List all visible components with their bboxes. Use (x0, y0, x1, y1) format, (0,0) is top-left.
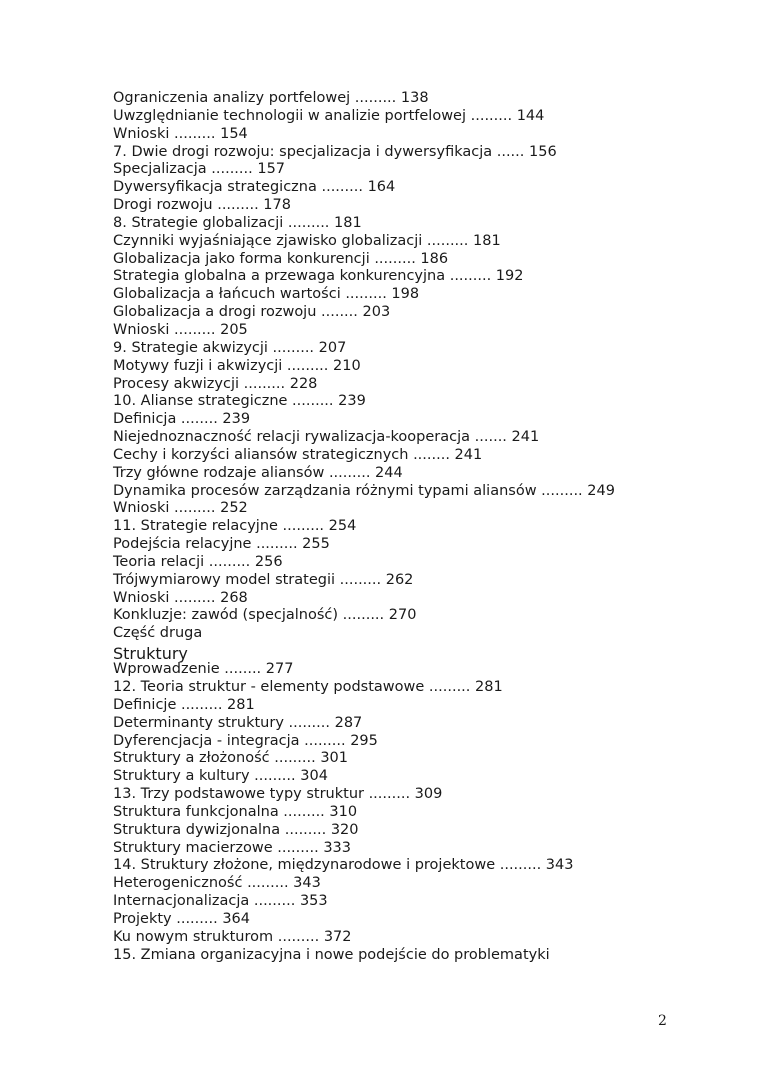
toc-entry: Internacjonalizacja ......... 353 (113, 893, 328, 910)
toc-entry: Trójwymiarowy model strategii ......... 262 (113, 571, 414, 588)
toc-entry: Konkluzje: zawód (specjalność) ......... 270 (113, 607, 417, 624)
toc-entry: 7. Dwie drogi rozwoju: specjalizacja i dywersyfikacja ...... 156 (113, 143, 557, 160)
page-number: 2 (658, 1013, 667, 1029)
toc-entry: Ograniczenia analizy portfelowej ......... 138 (113, 90, 429, 106)
toc-entry: 11. Strategie relacyjne ......... 254 (113, 518, 357, 535)
toc-entry: Motywy fuzji i akwizycji ......... 210 (113, 357, 361, 374)
toc-entry: Wnioski ......... 268 (113, 589, 248, 606)
toc-entry: Uwzględnianie technologii w analizie portfelowej ......... 144 (113, 107, 545, 124)
toc-entry: Struktury macierzowe ......... 333 (113, 839, 351, 856)
toc-entry: Struktura funkcjonalna ......... 310 (113, 803, 358, 820)
toc-entry: Dynamika procesów zarządzania różnymi typami aliansów ......... 249 (113, 482, 615, 499)
toc-entry: Wnioski ......... 154 (113, 125, 248, 142)
toc-entry: Procesy akwizycji ......... 228 (113, 375, 318, 392)
toc-entry: Struktury a kultury ......... 304 (113, 768, 328, 785)
toc-entry: Wnioski ......... 252 (113, 500, 248, 517)
toc-entry: Trzy główne rodzaje aliansów ......... 244 (113, 464, 403, 481)
toc-entry: 9. Strategie akwizycji ......... 207 (113, 339, 347, 356)
toc-entry: Globalizacja a łańcuch wartości ......... 198 (113, 286, 420, 303)
toc-entry: Projekty ......... 364 (113, 910, 250, 927)
toc-entry: Globalizacja a drogi rozwoju ........ 203 (113, 304, 391, 321)
toc-entry: Determinanty struktury ......... 287 (113, 714, 363, 731)
toc-entry: Struktury a złożoność ......... 301 (113, 750, 349, 767)
toc-entry: Niejednoznaczność relacji rywalizacja-kooperacja ....... 241 (113, 429, 540, 446)
toc-entry: Drogi rozwoju ......... 178 (113, 197, 291, 214)
section-heading: Struktury (113, 644, 188, 664)
toc-entry: Ku nowym strukturom ......... 372 (113, 928, 352, 945)
table-of-contents (113, 90, 713, 965)
toc-entry: Dyferencjacja - integracja ......... 295 (113, 732, 378, 749)
toc-entry: 8. Strategie globalizacji ......... 181 (113, 214, 362, 231)
part-label: Część druga (113, 625, 203, 642)
toc-entry: Globalizacja jako forma konkurencji ......... 186 (113, 250, 449, 267)
toc-entry: Strategia globalna a przewaga konkurencyjna ......... 192 (113, 268, 524, 285)
toc-entry: Czynniki wyjaśniające zjawisko globalizacji ......... 181 (113, 232, 501, 249)
toc-entry: Wprowadzenie ........ 277 (113, 661, 294, 678)
toc-entry: Cechy i korzyści aliansów strategicznych ........ 241 (113, 446, 483, 463)
toc-entry: Heterogeniczność ......... 343 (113, 875, 321, 892)
toc-entry: 14. Struktury złożone, międzynarodowe i projektowe ......... 343 (113, 857, 574, 874)
toc-entry: Definicje ......... 281 (113, 696, 255, 713)
toc-entry: 13. Trzy podstawowe typy struktur ......... 309 (113, 786, 443, 803)
toc-entry: Specjalizacja ......... 157 (113, 161, 286, 178)
toc-entry: Teoria relacji ......... 256 (113, 553, 283, 570)
toc-entry: Podejścia relacyjne ......... 255 (113, 536, 330, 553)
toc-entry: 10. Alianse strategiczne ......... 239 (113, 393, 366, 410)
toc-entry: Dywersyfikacja strategiczna ......... 164 (113, 179, 396, 196)
toc-entry: 12. Teoria struktur - elementy podstawowe ......... 281 (113, 679, 503, 695)
toc-entry: Definicja ........ 239 (113, 411, 251, 428)
toc-entry: Wnioski ......... 205 (113, 321, 248, 338)
toc-entry: Struktura dywizjonalna ......... 320 (113, 821, 359, 838)
toc-entry: 15. Zmiana organizacyjna i nowe podejście do problematyki (113, 946, 550, 963)
